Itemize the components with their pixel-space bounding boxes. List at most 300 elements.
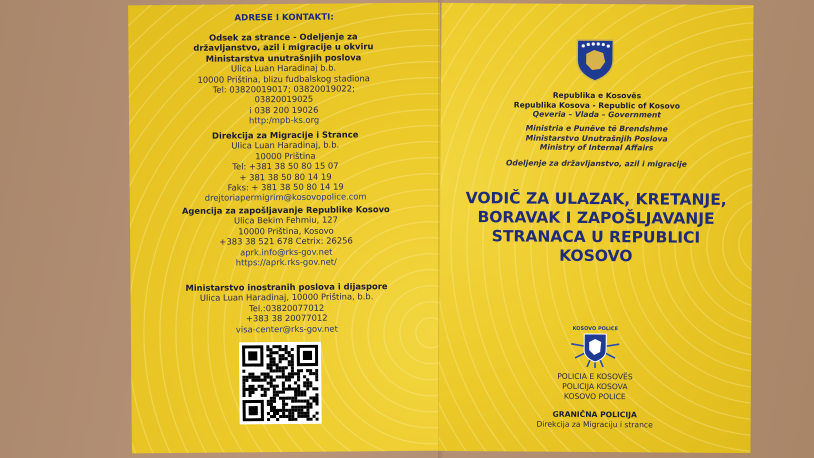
- qr-module: [270, 369, 273, 372]
- qr-module: [285, 403, 288, 406]
- qr-module: [242, 394, 245, 397]
- qr-module: [288, 372, 291, 375]
- contact-email[interactable]: aprk.info@rks-gov.net: [239, 246, 333, 258]
- qr-module: [282, 354, 285, 357]
- qr-module: [276, 409, 279, 412]
- qr-module: [276, 369, 279, 372]
- qr-module: [309, 396, 312, 399]
- qr-module: [309, 384, 312, 387]
- qr-module: [279, 354, 282, 357]
- qr-module: [270, 406, 273, 409]
- contact-link[interactable]: https://aprk.rks-gov.net/: [235, 256, 337, 268]
- qr-module: [242, 376, 245, 379]
- qr-module: [294, 387, 297, 390]
- qr-module: [285, 348, 288, 351]
- contact-name: Direkcija za Migracije i Strance: [211, 129, 359, 141]
- qr-module: [279, 348, 282, 351]
- contact-line: +383 38 521 678 Cetrix: 26256: [219, 235, 353, 247]
- qr-module: [269, 351, 272, 354]
- qr-module: [261, 394, 264, 397]
- qr-module: [288, 375, 291, 378]
- qr-module: [315, 402, 318, 405]
- qr-module: [248, 385, 251, 388]
- qr-module: [291, 369, 294, 372]
- qr-module: [303, 393, 306, 396]
- badge-text: KOSOVO POLICE: [572, 325, 619, 333]
- qr-module: [309, 406, 312, 409]
- qr-module: [291, 400, 294, 403]
- border-directorate: Direkcija za Migraciju i strance: [536, 419, 653, 430]
- qr-module: [242, 391, 245, 394]
- qr-module: [267, 403, 270, 406]
- qr-module: [300, 393, 303, 396]
- qr-module: [306, 415, 309, 418]
- qr-module: [285, 351, 288, 354]
- qr-module: [306, 381, 309, 384]
- qr-module: [261, 388, 264, 391]
- qr-module: [242, 385, 245, 388]
- qr-module: [306, 406, 309, 409]
- qr-module: [294, 406, 297, 409]
- qr-module: [316, 412, 319, 415]
- contact-line: Ulica Luan Haradinaj, b.b.: [231, 139, 340, 151]
- qr-module: [264, 373, 267, 376]
- qr-code-pattern: [242, 345, 319, 422]
- qr-module: [242, 370, 245, 373]
- qr-module: [285, 375, 288, 378]
- qr-module: [291, 412, 294, 415]
- qr-module: [309, 403, 312, 406]
- qr-module: [291, 418, 294, 421]
- qr-module: [282, 369, 285, 372]
- contact-line: 10000 Priština, blizu fudbalskog stadiona: [197, 72, 370, 85]
- qr-code[interactable]: [239, 342, 322, 425]
- qr-module: [273, 406, 276, 409]
- qr-module: [273, 363, 276, 366]
- qr-module: [300, 415, 303, 418]
- police-block: [439, 371, 751, 403]
- qr-module: [257, 376, 260, 379]
- qr-module: [288, 415, 291, 418]
- qr-module: [245, 388, 248, 391]
- qr-module: [242, 382, 245, 385]
- republic-block: [441, 90, 753, 121]
- qr-module: [251, 379, 254, 382]
- qr-module: [297, 390, 300, 393]
- qr-module: [270, 379, 273, 382]
- qr-module: [291, 357, 294, 360]
- qr-module: [270, 403, 273, 406]
- title-line: BORAVAK I ZAPOŠLJAVANJE: [477, 208, 715, 228]
- qr-module: [279, 369, 282, 372]
- qr-module: [288, 363, 291, 366]
- contact-name: Odsek za strance - Odeljenje za državljanstvo, azil i migracije u okviru Ministarstva unutrašnjih poslova: [193, 31, 374, 64]
- qr-module: [291, 363, 294, 366]
- title-line: KOSOVO: [559, 246, 633, 266]
- qr-module: [315, 393, 318, 396]
- qr-module: [276, 363, 279, 366]
- qr-module: [248, 373, 251, 376]
- ministry-english: Ministry of Internal Affairs: [539, 142, 654, 153]
- qr-module: [312, 372, 315, 375]
- qr-module: [267, 418, 270, 421]
- qr-module: [270, 397, 273, 400]
- qr-module: [285, 415, 288, 418]
- contact-email[interactable]: drejtoriapermigrim@kosovopolice.com: [204, 191, 367, 204]
- qr-module: [282, 372, 285, 375]
- republic-albanian: Republika e Kosovës: [552, 90, 642, 101]
- qr-module: [270, 366, 273, 369]
- qr-module: [279, 409, 282, 412]
- qr-module: [267, 373, 270, 376]
- qr-module: [291, 366, 294, 369]
- qr-module: [267, 400, 270, 403]
- qr-module: [288, 388, 291, 391]
- qr-module: [294, 400, 297, 403]
- qr-module: [276, 375, 279, 378]
- qr-module: [285, 345, 288, 348]
- qr-module: [269, 354, 272, 357]
- qr-module: [297, 406, 300, 409]
- qr-module: [316, 418, 319, 421]
- qr-module: [315, 387, 318, 390]
- qr-module: [306, 384, 309, 387]
- qr-module: [279, 357, 282, 360]
- police-english: KOSOVO POLICE: [563, 391, 626, 401]
- qr-module: [282, 366, 285, 369]
- qr-module: [279, 397, 282, 400]
- qr-module: [291, 354, 294, 357]
- contact-email[interactable]: visa-center@rks-gov.net: [235, 323, 338, 335]
- qr-module: [300, 409, 303, 412]
- qr-module: [282, 397, 285, 400]
- qr-module: [309, 381, 312, 384]
- contact-block: [183, 31, 384, 126]
- qr-module: [300, 390, 303, 393]
- contact-block: [129, 129, 442, 205]
- qr-module: [297, 400, 300, 403]
- qr-module: [309, 369, 312, 372]
- qr-module: [303, 390, 306, 393]
- qr-module: [291, 375, 294, 378]
- qr-module: [315, 396, 318, 399]
- qr-module: [267, 388, 270, 391]
- qr-module: [252, 388, 255, 391]
- qr-module: [294, 418, 297, 421]
- qr-module: [273, 379, 276, 382]
- qr-module: [285, 366, 288, 369]
- ministry-albanian: Ministria e Punëve të Brendshme: [525, 123, 668, 134]
- qr-module: [313, 415, 316, 418]
- government: Qeveria – Vlada – Government: [532, 109, 661, 120]
- qr-module: [276, 385, 279, 388]
- qr-module: [297, 369, 300, 372]
- contact-block: [130, 204, 443, 269]
- qr-module: [270, 382, 273, 385]
- qr-module: [315, 375, 318, 378]
- qr-module: [282, 357, 285, 360]
- qr-module: [315, 378, 318, 381]
- guide-title: [440, 189, 753, 267]
- qr-module: [276, 391, 279, 394]
- qr-finder: [248, 351, 257, 360]
- police-albanian: POLICIA E KOSOVËS: [557, 371, 633, 382]
- contact-line: 10000 Priština, Kosovo: [238, 225, 334, 237]
- qr-module: [267, 376, 270, 379]
- left-page: [128, 3, 444, 454]
- qr-module: [270, 415, 273, 418]
- qr-module: [251, 373, 254, 376]
- qr-module: [282, 391, 285, 394]
- contact-line: + 381 38 50 80 14 19: [239, 171, 332, 183]
- qr-module: [273, 391, 276, 394]
- qr-module: [309, 372, 312, 375]
- qr-module: [264, 394, 267, 397]
- qr-module: [303, 381, 306, 384]
- qr-module: [288, 384, 291, 387]
- qr-module: [261, 379, 264, 382]
- qr-module: [306, 409, 309, 412]
- qr-module: [270, 409, 273, 412]
- qr-module: [297, 375, 300, 378]
- qr-finder: [303, 351, 312, 360]
- qr-module: [291, 360, 294, 363]
- qr-module: [300, 406, 303, 409]
- qr-module: [315, 372, 318, 375]
- qr-module: [294, 409, 297, 412]
- qr-module: [251, 376, 254, 379]
- qr-module: [273, 360, 276, 363]
- republic-serbian-english: Republika Kosova - Republic of Kosovo: [513, 100, 680, 111]
- ministry-block: [441, 123, 753, 154]
- ministry-serbian: Ministarstvo Unutrašnjih Poslova: [525, 133, 668, 144]
- qr-module: [269, 357, 272, 360]
- qr-module: [279, 360, 282, 363]
- qr-module: [273, 369, 276, 372]
- qr-module: [288, 418, 291, 421]
- qr-module: [275, 345, 278, 348]
- qr-module: [303, 375, 306, 378]
- qr-module: [312, 399, 315, 402]
- qr-module: [270, 360, 273, 363]
- qr-module: [273, 412, 276, 415]
- qr-module: [248, 388, 251, 391]
- qr-module: [261, 385, 264, 388]
- qr-module: [306, 378, 309, 381]
- contact-line: +383 38 20077012: [245, 312, 328, 324]
- contact-line: 10000 Priština: [255, 150, 316, 162]
- qr-module: [273, 409, 276, 412]
- qr-module: [248, 376, 251, 379]
- title-line: STRANACA U REPUBLICI: [491, 227, 701, 247]
- qr-module: [269, 348, 272, 351]
- qr-module: [264, 391, 267, 394]
- qr-module: [282, 388, 285, 391]
- qr-module: [312, 396, 315, 399]
- border-police: GRANIČNA POLICIJA: [552, 409, 637, 420]
- contacts-heading: ADRESE I KONTAKTI:: [234, 12, 334, 24]
- qr-module: [297, 415, 300, 418]
- kosovo-coat-of-arms-icon: [574, 38, 616, 82]
- qr-module: [272, 345, 275, 348]
- qr-module: [279, 391, 282, 394]
- qr-module: [285, 357, 288, 360]
- qr-module: [310, 418, 313, 421]
- qr-module: [279, 415, 282, 418]
- qr-module: [306, 369, 309, 372]
- qr-module: [242, 379, 245, 382]
- qr-module: [282, 375, 285, 378]
- qr-module: [306, 387, 309, 390]
- qr-module: [297, 372, 300, 375]
- qr-module: [285, 397, 288, 400]
- qr-module: [264, 376, 267, 379]
- qr-module: [297, 387, 300, 390]
- qr-module: [270, 363, 273, 366]
- qr-module: [258, 385, 261, 388]
- qr-module: [245, 376, 248, 379]
- qr-module: [285, 378, 288, 381]
- qr-finder: [249, 406, 258, 415]
- qr-module: [258, 379, 261, 382]
- qr-module: [282, 385, 285, 388]
- qr-module: [291, 397, 294, 400]
- contact-block: [130, 281, 442, 336]
- qr-module: [276, 418, 279, 421]
- qr-module: [288, 351, 291, 354]
- qr-module: [282, 415, 285, 418]
- qr-module: [273, 397, 276, 400]
- qr-module: [266, 348, 269, 351]
- department: Odeljenje za državljanstvo, azil i migracije: [505, 158, 687, 169]
- qr-module: [276, 351, 279, 354]
- qr-module: [282, 406, 285, 409]
- qr-module: [291, 415, 294, 418]
- contact-line: Faks: + 381 38 50 80 14 19: [227, 181, 344, 193]
- qr-module: [273, 357, 276, 360]
- qr-module: [294, 372, 297, 375]
- qr-module: [303, 406, 306, 409]
- qr-module: [306, 412, 309, 415]
- qr-module: [303, 415, 306, 418]
- qr-module: [288, 409, 291, 412]
- qr-module: [288, 360, 291, 363]
- qr-module: [288, 354, 291, 357]
- qr-module: [264, 388, 267, 391]
- qr-module: [276, 366, 279, 369]
- kosovo-police-badge-icon: [569, 322, 621, 368]
- contact-line: Ulica Luan Haradinaj, 10000 Priština, b.b.: [199, 291, 374, 304]
- qr-module: [291, 406, 294, 409]
- qr-module: [297, 409, 300, 412]
- qr-module: [272, 351, 275, 354]
- qr-module: [282, 409, 285, 412]
- qr-module: [285, 388, 288, 391]
- qr-module: [245, 379, 248, 382]
- contact-name: Agencija za zapošljavanje Republike Kosovo: [181, 204, 390, 216]
- qr-module: [306, 403, 309, 406]
- qr-module: [270, 385, 273, 388]
- qr-module: [315, 369, 318, 372]
- qr-module: [267, 382, 270, 385]
- qr-module: [276, 412, 279, 415]
- qr-module: [288, 378, 291, 381]
- contact-link[interactable]: http:/mpb-ks.org: [248, 114, 320, 126]
- contact-line: Tel: 03820019017; 03820019022; 03820019025: [212, 83, 355, 105]
- qr-module: [267, 412, 270, 415]
- qr-module: [249, 394, 252, 397]
- qr-module: [303, 412, 306, 415]
- qr-module: [279, 366, 282, 369]
- qr-module: [252, 391, 255, 394]
- qr-module: [315, 399, 318, 402]
- qr-module: [300, 369, 303, 372]
- qr-module: [291, 348, 294, 351]
- right-page-cover: [438, 3, 753, 453]
- qr-module: [279, 375, 282, 378]
- qr-module: [300, 412, 303, 415]
- qr-module: [282, 348, 285, 351]
- qr-module: [270, 376, 273, 379]
- qr-module: [294, 394, 297, 397]
- contact-name: Ministarstvo inostranih poslova i dijaspore: [185, 281, 388, 293]
- qr-module: [294, 391, 297, 394]
- contact-line: i 038 200 19026: [249, 104, 319, 116]
- qr-module: [273, 385, 276, 388]
- qr-module: [294, 397, 297, 400]
- qr-module: [312, 387, 315, 390]
- qr-module: [297, 412, 300, 415]
- qr-module: [303, 384, 306, 387]
- qr-module: [306, 418, 309, 421]
- qr-module: [255, 388, 258, 391]
- qr-module: [267, 363, 270, 366]
- qr-module: [266, 345, 269, 348]
- qr-module: [273, 394, 276, 397]
- qr-module: [294, 381, 297, 384]
- qr-module: [291, 387, 294, 390]
- qr-module: [282, 400, 285, 403]
- qr-module: [282, 412, 285, 415]
- qr-module: [285, 409, 288, 412]
- qr-module: [297, 378, 300, 381]
- qr-module: [267, 366, 270, 369]
- qr-module: [249, 391, 252, 394]
- qr-module: [276, 394, 279, 397]
- qr-module: [288, 397, 291, 400]
- qr-module: [273, 415, 276, 418]
- qr-module: [279, 345, 282, 348]
- qr-module: [282, 403, 285, 406]
- contact-line: Ulica Bekim Fehmiu, 127: [233, 214, 338, 226]
- qr-module: [270, 400, 273, 403]
- qr-module: [266, 354, 269, 357]
- police-serbian: POLICIJA KOSOVA: [562, 381, 628, 392]
- contact-line: Tel.:03820077012: [249, 302, 325, 314]
- qr-module: [303, 400, 306, 403]
- qr-module: [254, 376, 257, 379]
- qr-module: [254, 379, 257, 382]
- qr-module: [291, 372, 294, 375]
- contact-line: Tel: +381 38 50 80 15 07: [232, 160, 339, 172]
- qr-module: [297, 384, 300, 387]
- qr-module: [306, 400, 309, 403]
- qr-module: [282, 381, 285, 384]
- qr-module: [242, 388, 245, 391]
- qr-module: [273, 388, 276, 391]
- qr-module: [291, 409, 294, 412]
- title-line: VODIČ ZA ULAZAK, KRETANJE,: [465, 189, 727, 209]
